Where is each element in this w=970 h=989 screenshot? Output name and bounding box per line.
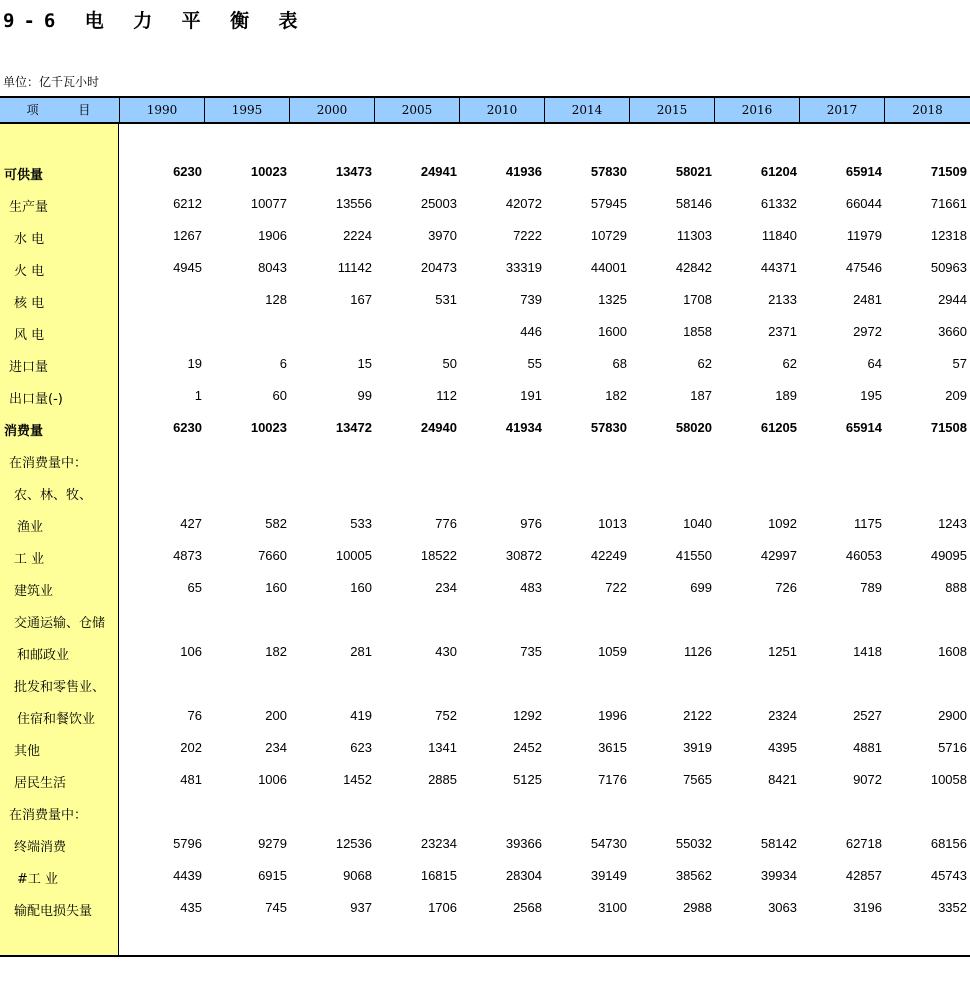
cell-value: 1996 [598,708,627,723]
cell-value: 191 [520,388,542,403]
page-title: 9-6 电 力 平 衡 表 [3,10,307,32]
cell-value: 937 [350,900,372,915]
cell-value: 30872 [505,548,542,563]
cell-value: 50963 [930,260,967,275]
cell-value: 11840 [761,228,797,243]
cell-value: 65914 [845,164,882,179]
cell-value: 2122 [683,708,712,723]
cell-value: 1292 [513,708,542,723]
cell-value: 39366 [505,836,542,851]
cell-value: 2568 [513,900,542,915]
cell-value: 2988 [683,900,712,915]
cell-value: 19 [187,356,202,371]
table-row [0,700,970,732]
cell-value: 4945 [173,260,202,275]
cell-value: 2527 [853,708,882,723]
cell-value: 20473 [420,260,457,275]
table-row [0,860,970,892]
cell-value: 45743 [930,868,967,883]
cell-value: 25003 [420,196,457,211]
cell-value: 3100 [598,900,627,915]
table-row [0,604,970,636]
cell-value: 4873 [173,548,202,563]
cell-value: 42997 [760,548,797,563]
cell-value: 6 [279,356,287,371]
cell-value: 61332 [760,196,797,211]
row-label: 消费量 [4,424,44,439]
cell-value: 18522 [420,548,457,563]
cell-value: 11979 [846,228,882,243]
table-row [0,508,970,540]
cell-value: 623 [350,740,372,755]
cell-value: 182 [605,388,627,403]
cell-value: 1418 [853,644,882,659]
cell-value: 44371 [760,260,797,275]
table-row [0,156,970,188]
cell-value: 58020 [675,420,712,435]
table-row [0,476,970,508]
cell-value: 3063 [768,900,797,915]
cell-value: 10729 [590,228,627,243]
cell-value: 160 [350,580,372,595]
cell-value: 200 [265,708,287,723]
cell-value: 1600 [598,324,627,339]
cell-value: 234 [265,740,287,755]
cell-value: 12318 [930,228,967,243]
cell-value: 976 [520,516,542,531]
cell-value: 54730 [590,836,627,851]
cell-value: 66044 [845,196,882,211]
cell-value: 234 [435,580,457,595]
row-label: 农、林、牧、 [14,488,93,503]
header-year: 2018 [884,98,970,122]
row-label: 火 电 [14,264,45,279]
cell-value: 1608 [938,644,967,659]
row-label: 批发和零售业、 [14,680,106,695]
row-label: #工 业 [17,872,59,887]
cell-value: 15 [357,356,372,371]
cell-value: 13472 [335,420,372,435]
cell-value: 483 [520,580,542,595]
cell-value: 2944 [938,292,967,307]
header-year: 2016 [714,98,799,122]
cell-value: 8043 [258,260,287,275]
cell-value: 1006 [258,772,287,787]
cell-value: 1325 [598,292,627,307]
cell-value: 9068 [343,868,372,883]
cell-value: 65 [187,580,202,595]
cell-value: 24940 [420,420,457,435]
cell-value: 430 [435,644,457,659]
cell-value: 39934 [760,868,797,883]
row-label: 建筑业 [14,584,54,599]
cell-value: 16815 [420,868,457,883]
cell-value: 55 [527,356,542,371]
cell-value: 3970 [428,228,457,243]
cell-value: 13473 [335,164,372,179]
table-row [0,220,970,252]
cell-value: 33319 [505,260,542,275]
cell-value: 1251 [768,644,797,659]
cell-value: 5125 [513,772,542,787]
cell-value: 42249 [590,548,627,563]
row-label: 生产量 [9,200,49,215]
cell-value: 419 [350,708,372,723]
cell-value: 2481 [853,292,882,307]
cell-value: 71509 [930,164,967,179]
row-label: 进口量 [9,360,49,375]
cell-value: 106 [180,644,202,659]
cell-value: 202 [180,740,202,755]
cell-value: 42842 [675,260,712,275]
table-row [0,252,970,284]
header-year: 1995 [204,98,289,122]
cell-value: 65914 [845,420,882,435]
cell-value: 24941 [420,164,457,179]
cell-value: 11142 [337,260,372,275]
table-row [0,444,970,476]
row-label: 住宿和餐饮业 [17,712,96,727]
cell-value: 6230 [173,164,202,179]
cell-value: 57 [952,356,967,371]
cell-value: 7222 [513,228,542,243]
cell-value: 3615 [598,740,627,755]
cell-value: 2452 [513,740,542,755]
cell-value: 39149 [590,868,627,883]
cell-value: 61204 [760,164,797,179]
row-label: 居民生活 [14,776,67,791]
cell-value: 888 [945,580,967,595]
row-label: 交通运输、仓储 [14,616,106,631]
row-label: 在消费量中： [9,456,88,471]
table-row [0,188,970,220]
cell-value: 187 [690,388,712,403]
cell-value: 68156 [930,836,967,851]
cell-value: 58021 [675,164,712,179]
cell-value: 699 [690,580,712,595]
cell-value: 10023 [250,420,287,435]
cell-value: 533 [350,516,372,531]
cell-value: 9072 [853,772,882,787]
cell-value: 195 [860,388,882,403]
cell-value: 64 [867,356,882,371]
cell-value: 745 [265,900,287,915]
cell-value: 68 [612,356,627,371]
table-row [0,348,970,380]
cell-value: 2324 [768,708,797,723]
cell-value: 9279 [258,836,287,851]
cell-value: 1708 [683,292,712,307]
cell-value: 1243 [938,516,967,531]
table-row [0,764,970,796]
row-label: 工 业 [14,552,45,567]
cell-value: 57830 [590,164,627,179]
cell-value: 128 [265,292,287,307]
cell-value: 4439 [173,868,202,883]
row-label: 其他 [14,744,41,759]
cell-value: 6212 [173,196,202,211]
cell-value: 1126 [684,644,712,659]
row-label: 终端消费 [14,840,67,855]
cell-value: 13556 [335,196,372,211]
cell-value: 789 [860,580,882,595]
cell-value: 62 [697,356,712,371]
header-year: 2014 [544,98,629,122]
table-row [0,284,970,316]
cell-value: 99 [357,388,372,403]
header-item: 项 目 [26,103,109,117]
cell-value: 1013 [598,516,627,531]
cell-value: 3352 [938,900,967,915]
cell-value: 7176 [598,772,627,787]
cell-value: 4881 [853,740,882,755]
cell-value: 531 [435,292,457,307]
cell-value: 427 [180,516,202,531]
header-year: 2000 [289,98,374,122]
cell-value: 23234 [420,836,457,851]
cell-value: 1906 [258,228,287,243]
cell-value: 189 [775,388,797,403]
cell-value: 10005 [335,548,372,563]
table-row [0,540,970,572]
cell-value: 60 [272,388,287,403]
cell-value: 182 [265,644,287,659]
cell-value: 41934 [505,420,542,435]
cell-value: 1858 [683,324,712,339]
row-label: 和邮政业 [17,648,70,663]
header-year: 2017 [799,98,884,122]
cell-value: 726 [775,580,797,595]
row-label: 渔业 [17,520,44,535]
row-label: 输配电损失量 [14,904,93,919]
cell-value: 2371 [768,324,797,339]
cell-value: 3660 [938,324,967,339]
row-label: 出口量(-) [9,392,63,407]
cell-value: 1341 [428,740,457,755]
cell-value: 76 [187,708,202,723]
row-label: 可供量 [4,168,44,183]
cell-value: 1059 [598,644,627,659]
cell-value: 71661 [930,196,967,211]
cell-value: 28304 [505,868,542,883]
cell-value: 11303 [676,228,712,243]
cell-value: 62718 [845,836,882,851]
cell-value: 1092 [768,516,797,531]
cell-value: 776 [435,516,457,531]
cell-value: 481 [180,772,202,787]
cell-value: 44001 [590,260,627,275]
header-year: 1990 [119,98,204,122]
cell-value: 1 [194,388,202,403]
cell-value: 12536 [335,836,372,851]
table-row [0,636,970,668]
cell-value: 2900 [938,708,967,723]
cell-value: 41936 [505,164,542,179]
cell-value: 55032 [675,836,712,851]
header-year: 2015 [629,98,714,122]
row-label: 核 电 [14,296,45,311]
table-row [0,412,970,444]
cell-value: 10077 [250,196,287,211]
cell-value: 2224 [343,228,372,243]
cell-value: 10058 [930,772,967,787]
table-row [0,892,970,924]
cell-value: 446 [520,324,542,339]
cell-value: 3919 [683,740,712,755]
cell-value: 209 [945,388,967,403]
cell-value: 42072 [505,196,542,211]
row-label: 在消费量中： [9,808,88,823]
cell-value: 160 [265,580,287,595]
table-row [0,796,970,828]
cell-value: 58146 [675,196,712,211]
cell-value: 1452 [343,772,372,787]
table-row [0,316,970,348]
cell-value: 2972 [853,324,882,339]
cell-value: 1040 [683,516,712,531]
table-header [0,96,970,124]
cell-value: 1175 [854,516,882,531]
table-row [0,572,970,604]
cell-value: 47546 [845,260,882,275]
cell-value: 57830 [590,420,627,435]
cell-value: 7565 [683,772,712,787]
cell-value: 5716 [938,740,967,755]
cell-value: 6230 [173,420,202,435]
cell-value: 10023 [250,164,287,179]
cell-value: 3196 [853,900,882,915]
table-row [0,732,970,764]
unit-label: 单位：亿千瓦小时 [3,75,100,89]
cell-value: 38562 [675,868,712,883]
cell-value: 7660 [258,548,287,563]
cell-value: 41550 [675,548,712,563]
cell-value: 5796 [173,836,202,851]
table-row [0,380,970,412]
cell-value: 1706 [428,900,457,915]
header-year: 2010 [459,98,544,122]
cell-value: 6915 [258,868,287,883]
cell-value: 2885 [428,772,457,787]
cell-value: 58142 [760,836,797,851]
cell-value: 50 [442,356,457,371]
cell-value: 71508 [930,420,967,435]
cell-value: 735 [520,644,542,659]
cell-value: 62 [782,356,797,371]
header-year: 2005 [374,98,459,122]
cell-value: 167 [350,292,372,307]
cell-value: 739 [520,292,542,307]
cell-value: 112 [436,388,457,403]
row-label: 风 电 [14,328,45,343]
row-label: 水 电 [14,232,45,247]
cell-value: 4395 [768,740,797,755]
cell-value: 49095 [930,548,967,563]
cell-value: 46053 [845,548,882,563]
cell-value: 722 [605,580,627,595]
cell-value: 582 [265,516,287,531]
cell-value: 8421 [768,772,797,787]
table-row [0,668,970,700]
table-row [0,828,970,860]
cell-value: 2133 [768,292,797,307]
cell-value: 57945 [590,196,627,211]
table-bottom-border [0,955,970,957]
cell-value: 61205 [760,420,797,435]
cell-value: 752 [435,708,457,723]
cell-value: 435 [180,900,202,915]
cell-value: 281 [350,644,372,659]
cell-value: 1267 [173,228,202,243]
cell-value: 42857 [845,868,882,883]
